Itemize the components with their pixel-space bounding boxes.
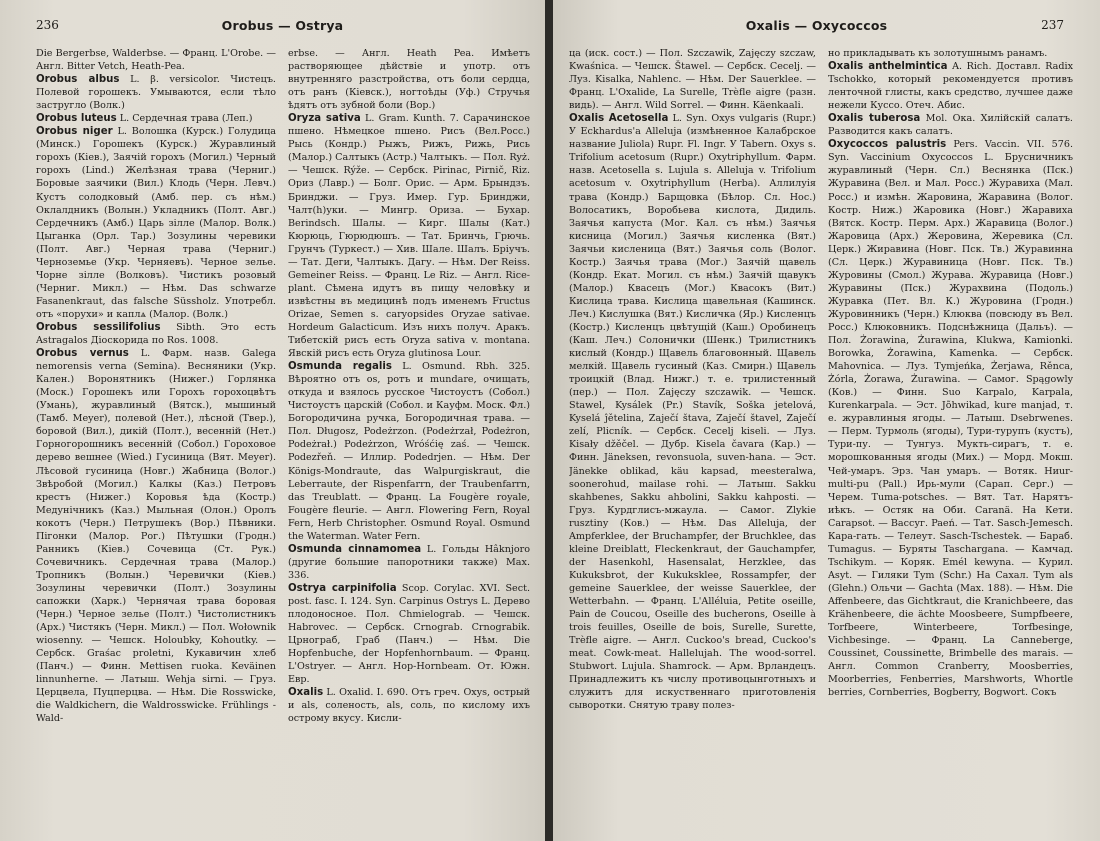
- dictionary-entry: [288, 112, 530, 360]
- dictionary-entry: [828, 60, 1073, 112]
- entry-headword: Oxalis tuberosa: [828, 113, 921, 125]
- entry-text: Scop. Corylac. XVI. Sect. post. fasc. I. 124. Syn. Carpinus Ostrys L. Дерево плодоносное. Пол. Chmielograb. — Чешск. Habrovec. — Сербск. Crnograb. Crnograbik. Црнограб, Граб (Панч.) — Нѣм. Die Hopfenbuche, der Hopfenhornbaum. — Франц. L'Ostryer. — Англ. Hop-Hornbeam. От. Южн. Евр.: [288, 582, 530, 686]
- entry-text: erbse. — Англ. Heath Pea. Имѣетъ растворяющее дѣйствіе и употр. отъ внутренняго разстройства, отъ боли сердца, отъ ранъ (Кіевск.), ногтоѣды (Уф.) Стручья ѣдятъ отъ зубной боли (Вор.): [288, 48, 530, 112]
- entry-headword: Orobus vernus: [36, 348, 129, 360]
- dictionary-entry: [36, 73, 276, 112]
- dictionary-entry: [828, 138, 1073, 699]
- entry-headword: Osmunda cinnamomea: [288, 543, 422, 555]
- entry-text: L. Oxalid. I. 690. Отъ греч. Oxys, острый и als, соленость, als, соль, по кислому ихъ острому вкусу. Кисли-: [288, 687, 530, 725]
- entry-headword: Osmunda regalis: [288, 361, 392, 373]
- dictionary-entry: [36, 47, 276, 73]
- right-page-header: [569, 18, 1064, 36]
- dictionary-entry: [569, 47, 816, 112]
- entry-headword: Oxycoccos palustris: [828, 139, 947, 151]
- entry-text: L. Osmund. Rbh. 325. Вѣроятно отъ os, ротъ и mundare, очищать, откуда и взялось русское Чистоустъ (Собол.) Чистоустъ царскій (Собол. и Кауфм. Моск. Фл.) Богородичина ручка, Богородичная трава. — Пол. Długosz, Podeżrzon. (Podeżrzał, Podeżron, Podeżrał.) Podeżrzon, Wróśćię zaś. — Чешск. Podezřeň. — Иллир. Podedrjen. — Нѣм. Der Königs-Mondraute, das Walpurgiskraut, die Leberraute, der Rispenfarrn, der Traubenfarrn, das Treublatt. — Франц. La Fougère royale, Fougère fleurie. — Англ. Flowering Fern, Royal Fern, Herb Christopher. Osmund Royal. Osmund the Waterman. Water Fern.: [288, 361, 530, 542]
- dictionary-entry: [36, 321, 276, 347]
- dictionary-entry: [288, 543, 530, 582]
- entry-headword: Orobus albus: [36, 74, 120, 86]
- left-running-head: Orobus — Ostrya: [221, 18, 344, 33]
- dictionary-entry: [828, 47, 1073, 60]
- entry-text: L. Syn. Oxys vulgaris (Rupr.) У Eckhardus'a Alleluja (измѣненное Калабрское название Juliola) Rupr. Fl. Ingr. У Tabern. Oxys s. Trifolium acetosum (Rupr.) Oxytriphyllum. Фарм. назв. Acetosella s. Lujula s. Alleluja v. Trifolium acetosum v. Oxytriphyllum (Herba). Аллилуія трава (Кондр.) Барщовка (Бѣлор. Сл. Нос.) Волосатикъ, Воробьева кислота, Дидиль. Заячья капуста (Мог. Кал. съ нѣм.) Заячья кисница (Могил.) Заячья кисленка (Вят.) Заячьи кисленица (Вят.) Заячья соль (Волог. Костр.) Заячья трава (Мог.) Заячій щавель (Кондр. Екат. Могил. съ нѣм.) Заячій щавукъ (Малор.) Квасецъ (Мог.) Квасокъ (Вит.) Кислица трава. Кислица щавельная (Кашинск. Леч.) Кислушка (Вят.) Кисличка (Яр.) Кисленцъ (Костр.) Кисленцъ цвѣтущій (Каш.) Оробинецъ (Каш. Леч.) Солонички (Шенк.) Трилистникъ кислый (Кондр.) Щавель благовонный. Щавель мелкій. Щавель гусиный (Каз. Смирн.) Щавель троицкій (Влад. Нижг.) т. е. трилистенный (пер.) — Пол. Zajęczy szczawik. — Чешск. Stawel, Kysálek (Pr.) Stavík, Soška jetelová, Kyselá ĵětelina, Zaječí štava, Zaječí štavel, Zaječí zelí, Plicník. — Сербск. Cecelj kiseli. — Луз. Kisały džěčel. — Дубр. Kisela čavara (Kap.) — Финн. Jäneksen, revonsuola, suven-hana. — Эст. Jänekke oblikad, käu kapsad, meesteralwa, soonerohud, mailase rohi. — Латыш. Sakku skahbenes, Sakku ahbolini, Sakku kahposti. — Груз. Курдглисъ-мжаула. — Самог. Zlykie rusztiny (Ков.) — Нѣм. Das Alleluja, der Ampferklee, der Bruchampfer, der Bruchklee, das kleine Dreiblatt, Fleckenkraut, der Gauchampfer, der Hasenkohl, Hasensalat, Herzklee, das Kukuksbrot, der Kukuksklee, Rossampfer, der gemeine Sauerklee, der weisse Sauerklee, der Wetterbahn. — Франц. L'Alléluia, Petite oseille, Pain de Coucou, Oseille des bucherons, Oseille à trois feuilles, Oseille de bois, Surelle, Surette, Trèfle aigre. — Англ. Cuckoo's bread, Cuckoo's meat. Cowk-meat. Hallelujah. The wood-sorrel. Stubwort. Lujula. Shamrock. — Арм. Врландецъ. Принадлежитъ къ числу противоцынготныхъ и служитъ для искуственнаго приготовленія сыворотки. Снятую траву полез-: [569, 113, 816, 712]
- left-column-1: [36, 47, 276, 832]
- entry-text: но прикладывать къ золотушнымъ ранамъ.: [828, 48, 1048, 59]
- dictionary-entry: [288, 686, 530, 725]
- entry-text: L. β. versicolor. Чистецъ. Полевой горошекъ. Умываются, если тѣло застругло (Волк.): [36, 74, 276, 112]
- right-page: [553, 0, 1100, 841]
- dictionary-entry: [288, 47, 530, 112]
- entry-text: L. Гольды Hâknjoro (другие большие папоротники также) Max. 336.: [288, 543, 530, 581]
- right-running-head: Oxalis — Oxycoccos: [745, 18, 888, 33]
- entry-headword: Ostrya carpinifolia: [288, 582, 397, 594]
- dictionary-entry: [36, 125, 276, 321]
- entry-text: L. Gram. Kunth. 7. Сарачинское пшено. Нѣмецкое пшено. Рисъ (Вел.Росс.) Рысь (Кондр.) Рыжъ, Рижъ, Рижь, Рись (Малор.) Салтыкъ (Астр.) Чалтыкъ. — Пол. Ryż. — Чешск. Rýže. — Сербск. Pirinac, Pirnič, Riz. Ориз (Лавр.) — Болг. Орис. — Арм. Брындзъ. Бринджи. — Груз. Имер. Гур. Бринджи, Чалт(h)уки. — Мингр. Ориза. — Бухар. Berindsch. Шалы. — Кирг. Шалы (Кат.) Кюрюць, Гюрюдюшъ. — Тат. Бринчь, Грючь. Грунчъ (Туркест.) — Хив. Шале. Шалъ. Брiучъ. — Тат. Деги, Чалтыкъ. Дагу. — Нѣм. Der Reiss. Gemeiner Reiss. — Франц. Le Riz. — Англ. Rice-plant. Сѣмена идутъ въ пищу человѣку и извѣстны въ медицинѣ подъ именемъ Fructus Orizae, Semen s. caryopsides Oryzae sativae. Hordeum Galacticum. Изъ нихъ получ. Аракъ. Тибетскій рисъ есть Oryza sativa v. montana. Явскій рисъ есть Oryza glutinosa Lour.: [288, 113, 530, 360]
- left-page-header: [36, 18, 529, 36]
- left-page: [0, 0, 545, 841]
- left-column-2: [288, 47, 530, 832]
- dictionary-entry: [288, 582, 530, 686]
- entry-text: ца (иск. сост.) — Пол. Szczawik, Zajęczy szczaw, Kwaśnica. — Чешск. Štawel. — Сербск. Cecelj. — Луз. Kisalka, Nahlenc. — Нѣм. Der Sauerklee. — Франц. L'Oxalide, La Surelle, Trèfle aigre (разн. видь). — Англ. Wild Sorrel. — Финн. Käenkaali.: [569, 48, 816, 112]
- entry-text: L. Фарм. назв. Galega nemorensis verna (Semina). Весняники (Укр. Кален.) Воронятникъ (Нижег.) Горлянка (Моск.) Горошекъ или Горохъ горохоцвѣтъ (Умань), журавлиный (Вятск.), мышиный (Тамб. Meyer), полевой (Нет.), лѣсной (Твер.), боровой (Вил.), дикій (Полт.), весенній (Нет.) Горногорошникъ весенній (Собол.) Гороховое дерево вешнее (Wied.) Гусиница (Вят. Meyer). Лѣсовой гусиница (Новг.) Жабница (Волог.) Звѣробой (Могил.) Калкы (Каз.) Петровъ крестъ (Нижег.) Коровья ѣда (Костр.) Медунічникъ (Каз.) Мыльная (Олон.) Оролъ кокотъ (Черн.) Петрушекъ (Вор.) Пѣвники. Пігонки (Малор. Рог.) Пѣтушки (Гродн.) Ранникъ (Кіев.) Сочевица (Ст. Рук.) Сочевичникъ. Сердечная трава (Малор.) Тропникъ (Волын.) Черевички (Кіев.) Зозулины черевички (Полт.) Зозулины сапожки (Харк.) Чернячая трава боровая (Черн.) Черное зелье (Полт.) Чистолистникъ (Арх.) Чистякъ (Черн. Микл.) — Пол. Wołownik wiosenny. — Чешск. Holoubky, Kohoutky. — Сербск. Graśac proletni, Кукавичин хлеб (Панч.) — Финн. Mettisen ruoka. Keväinen linnunherne. — Латыш. Wehja sirni. — Груз. Церцвела, Пуцперцва. — Нѣм. Die Rosswicke, die Waldkichern, die Waldrosswicke. Frühlings - Wald-: [36, 348, 276, 725]
- dictionary-entry: [36, 112, 276, 125]
- entry-headword: Orobus niger: [36, 126, 113, 138]
- entry-text: A. Rich. Доставл. Radix Tschokko, который рекомендуется противъ ленточной глисты, какъ средство, лучшее даже нежели Куссо. Отеч. Абис.: [828, 61, 1073, 112]
- entry-headword: Orobus luteus: [36, 113, 117, 125]
- dictionary-entry: [828, 112, 1073, 138]
- right-page-number: 237: [1041, 18, 1064, 32]
- entry-text: Mol. Ока. Хилійскій салатъ. Разводится какъ салатъ.: [828, 113, 1073, 138]
- entry-headword: Oryza sativa: [288, 113, 361, 125]
- dictionary-entry: [288, 360, 530, 543]
- entry-text: L. Сердечная трава (Леп.): [116, 113, 253, 125]
- entry-text: L. Волошка (Курск.) Голудица (Минск.) Горошекъ (Курск.) Журавлиный горохъ (Кіев.), Заячій горохъ (Могил.) Черный горохъ (Lind.) Желѣзная трава (Черниг.) Боровые заячики (Вил.) Клодь (Черн. Левч.) Кустъ солодковый (Амб. пер. съ нѣм.) Оклалдникъ (Волын.) Укладникъ (Полт. Авг.) Сердечникъ (Амб.) Царь зілле (Малор. Волк.) Цыганка (Орл. Тар.) Зозулины черевики (Полт. Авг.) Черная трава (Черниг.) Черноземье (Укр. Черняевъ). Черное зелье. Чорне зілле (Волковъ). Чистикъ розовый (Черниг. Микл.) — Нѣм. Das schwarze Fasanenkraut, das falsche Süssholz. Употребл. отъ «порухи» и каплѧ (Малор. (Волк.): [36, 126, 276, 320]
- right-column-1: [569, 47, 816, 832]
- left-page-number: 236: [36, 18, 59, 32]
- entry-headword: Orobus sessilifolius: [36, 321, 161, 333]
- entry-headword: Oxalis: [288, 687, 324, 699]
- entry-headword: Oxalis anthelmintica: [828, 61, 948, 73]
- entry-text: Die Bergerbse, Walderbse. — Франц. L'Orobe. — Англ. Bitter Vetch, Heath-Pea.: [36, 48, 276, 73]
- entry-text: Sibth. Это есть Astragalos Діоскорида по Ros. 1008.: [36, 321, 276, 347]
- entry-headword: Oxalis Acetosella: [569, 113, 669, 125]
- dictionary-entry: [36, 347, 276, 725]
- book-gutter: [545, 0, 553, 841]
- entry-text: Pers. Vaccin. VII. 576. Syn. Vaccinium Oxycoccos L. Брусничникъ журавлиный (Черн. Сл.) Веснянка (Пск.) Журавина (Вел. и Мал. Росс.) Журавиха (Мал. Росс.) и измѣн. Жаровина, Жаравина (Волог. Костр. Ниж.) Жаровика (Новг.) Жаравиха (Вятск. Костр. Перм. Арх.) Жаравица (Волог.) Жаровица (Арх.) Жеровина, Жеревика (Сл. Церк.) Жиравина (Новг. Пск. Тв.) Журавинна (Сл. Церк.) Журавиница (Новг. Пск. Тв.) Журовины (Смол.) Журава. Журавица (Новг.) Журавины (Пск.) Журахвина (Подоль.) Журавка (Пет. Вл. К.) Журовина (Гродн.) Журовинникъ (Черн.) Клюква (повсюду въ Вел. Росс.) Клюковникъ. Подснѣжница (Дальъ). — Пол. Żorawina, Żurawina, Klukwa, Kamionki. Borowka, Żorawina, Kamenka. — Сербск. Mahovnica. — Луз. Tymjeńka, Żerjawa, Rěnca, Żórla, Żorawa, Żurawina. — Самог. Spągowly (Ков.) — Финн. Suo Karpalo, Karpala, Kurenkarpala. — Эст. Jõhwikad, kure manjad, т. е. журавлиныя ягоды. — Латыш. Dsebrwenes. — Перм. Турмоль (ягоды), Тури-турупъ (кустъ), Тури-пу. — Тунгуз. Мукть-сирагъ, т. е. морошкованныя ягоды (Мих.) — Морд. Мокш. Чей-умаръ. Эрз. Чан умаръ. — Вотяк. Ниur-multi-pu (Pall.) Ирь-мули (Сарап. Серг.) — Черем. Tuma-potsches. — Вят. Тат. Нарятъ-иѣкъ. — Остяк на Оби. Caranä. На Кети. Carapsot. — Вассуг. Paeń. — Тат. Sasch-Jemesch. Кара-гать. — Телеут. Sasch-Tschestek. — Бараб. Tumagus. — Буряты Taschargana. — Камчад. Tschikym. — Коряк. Emél kewyna. — Курил. Asyt. — Гиляки Tym (Schr.) На Сахал. Tym als (Glehn.) Ольчи — Gachta (Max. 188). — Нѣм. Die Affenbeere, das Gichtkraut, die Kranichbeere, das Krähenbeere, die ächte Moosbeere, Sumpfbeere, Torfbeere, Winterbeere, Torfbesinge, Vichbesinge. — Франц. La Canneberge, Coussinet, Coussinette, Brimbelle des marais. — Англ. Common Cranberry, Moosberries, Moorberries, Fenberries, Marshworts, Whortle berries, Cornberries, Bogberry, Bogwort. Сокъ: [828, 139, 1073, 699]
- dictionary-entry: [569, 112, 816, 712]
- right-column-2: [828, 47, 1073, 832]
